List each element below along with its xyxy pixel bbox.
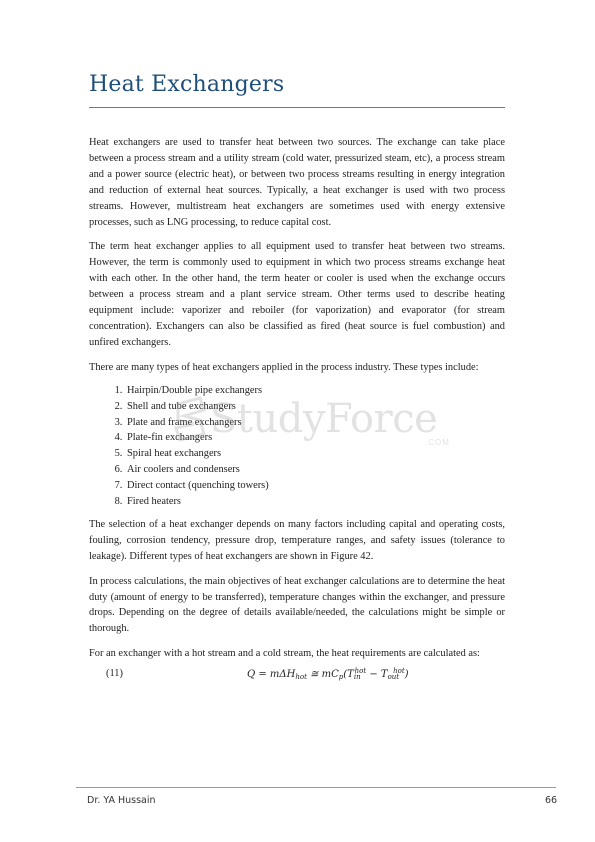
list-item: 8. Fired heaters [125,494,505,510]
heat-duty-equation: Q = mΔH$_{hot}$ ≅ $mC_p(T_{in}^{hot} - T_{out}^{hot})$ [247,667,409,682]
page-title: Heat Exchangers [89,72,285,97]
watermark-logo-icon [170,394,210,444]
list-item: 2. Shell and tube exchangers [125,399,505,415]
list-item: 3. Plate and frame exchangers [125,415,505,431]
paragraph-heat-requirements: For an exchanger with a hot stream and a cold stream, the heat requirements are calculated as: [89,648,480,660]
footer-author: Dr. YA Hussain [87,795,156,806]
list-item: 6. Air coolers and condensers [125,462,505,478]
paragraph-calculations: In process calculations, the main objectives of heat exchanger calculations are to determine the heat duty (amount of energy to be transferred), temperature changes within the exchanger, and pressure drops. Depending on the degree of details available/needed, the calculations might be simple or thorough. [89,575,505,635]
list-item: 5. Spiral heat exchangers [125,446,505,462]
title-underline [89,107,505,108]
footer-divider [76,787,556,788]
paragraph-intro: Heat exchangers are used to transfer heat between two sources. The exchange can take place between a process stream and a utility stream (cold water, pressurized steam, etc), a process stream and a power source (electric heat), or between two process streams resulting in energy integration and reduction of external heat sources. Typically, a heat exchanger is used with two process streams. However, multistream heat exchangers are sometimes used with energy extensive processes, such as LNG processing, to reduce capital cost. [89,137,505,228]
list-item: 7. Direct contact (quenching towers) [125,478,505,494]
studyforce-watermark [170,392,460,452]
equation-row [89,666,505,686]
equation-number: (11) [106,668,123,680]
paragraph-terminology: The term heat exchanger applies to all equipment used to transfer heat between two streams. However, the term is commonly used to equipment in which two process streams exchange heat with each other. In the other hand, the term heater or cooler is used when the exchange occurs between a process stream and a plant service stream. Other terms used to describe heating equipment include: vaporizer and reboiler (for vaporization) and evaporator (for stream concentration). Exchangers can also be classified as fired (heat source is fuel combustion) and unfired exchangers. [89,241,505,348]
list-item: 1. Hairpin/Double pipe exchangers [125,383,505,399]
list-item: 4. Plate-fin exchangers [125,430,505,446]
paragraph-types-intro: There are many types of heat exchangers applied in the process industry. These types include: [89,361,479,373]
paragraph-selection: The selection of a heat exchanger depends on many factors including capital and operating costs, fouling, corrosion tendency, pressure drop, temperature ranges, and safety issues (tolerance to leakage). Different types of heat exchangers are shown in Figure 42. [89,518,505,562]
watermark-suffix: .COM [425,438,450,447]
page-number: 66 [545,795,558,806]
watermark-text: StudyForce [210,396,438,442]
